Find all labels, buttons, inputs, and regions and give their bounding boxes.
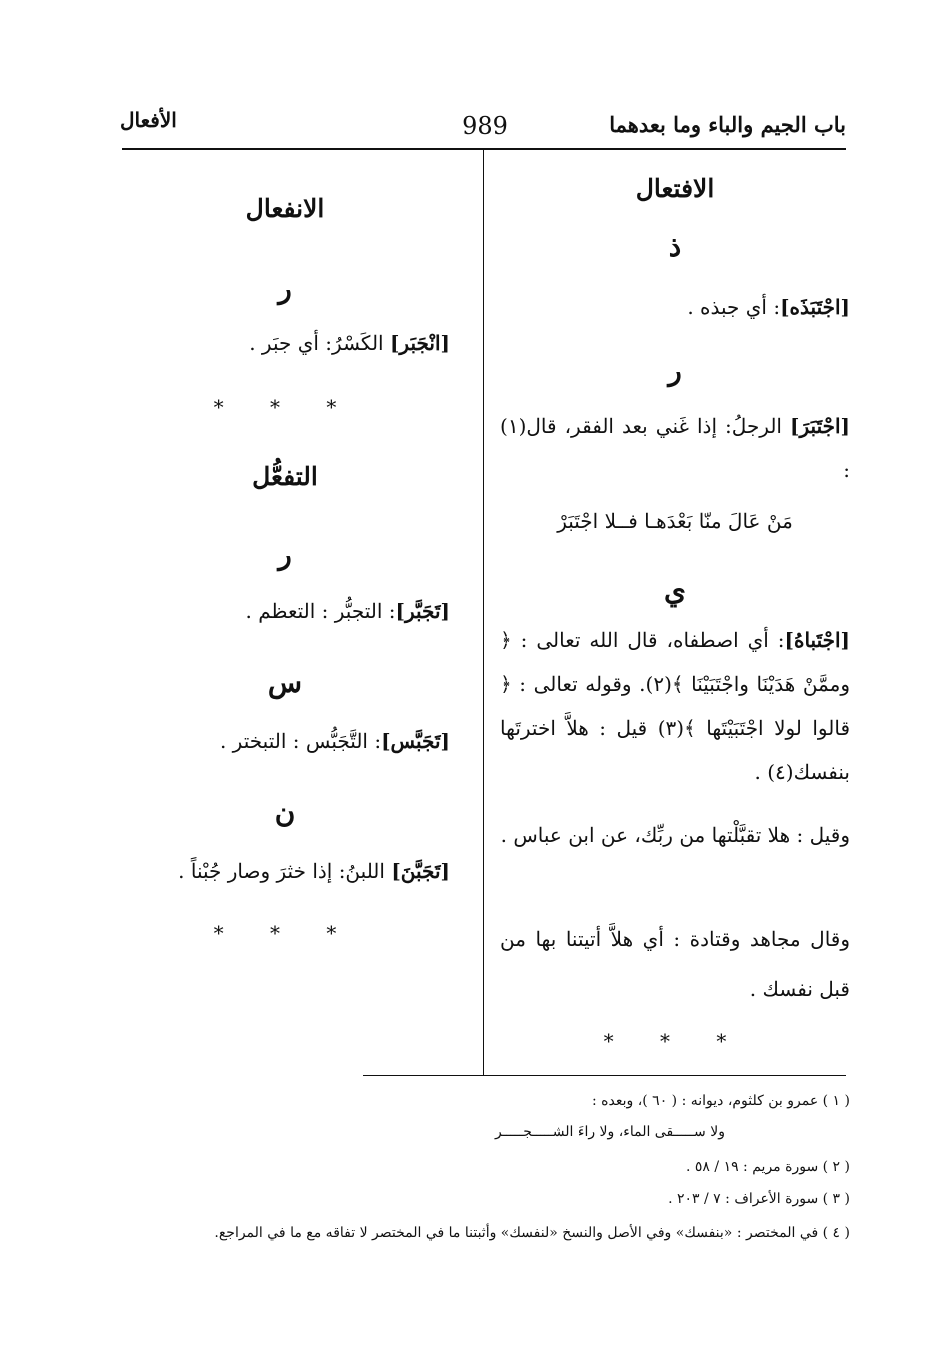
entry-headword: [اجْتَباهُ]: [784, 628, 850, 652]
entry-injabar: [120, 324, 450, 362]
running-head-chapter: باب الجيم والباء وما بعدهما: [609, 112, 846, 137]
entry-tajabbar: [120, 592, 450, 630]
section-title-infiaal: الانفعال: [245, 194, 325, 223]
paragraph-ibn-abbas: وقيل : هلا تقبَّلْتها من ربِّك، عن ابن عباس .: [500, 823, 850, 847]
entry-definition: : أي جبذه .: [687, 295, 781, 319]
poetry-verse: مَنْ عَالَ منّا بَعْدَهـا فــلا اجْتَبَرْ: [557, 509, 793, 533]
root-letter-sin: س: [267, 666, 303, 699]
footnote-3: ( ٣ ) سورة الأعراف : ٧ / ٢٠٣ .: [668, 1191, 850, 1207]
root-letter-ra: ر: [278, 538, 292, 571]
entry-headword: [اجْتَبَرَ]: [790, 414, 850, 438]
section-title-tafaul: التفعُّل: [252, 462, 318, 491]
entry-headword: [اجْتَبَذَه]: [780, 295, 850, 319]
footnote-1-verse: ولا ســـــقى الماء، ولا راءَ الشـــــجـــــر: [494, 1124, 725, 1140]
entry-ijtabadhah: [500, 288, 850, 326]
footnote-rule: [363, 1075, 846, 1076]
running-head-section: الأفعال: [120, 108, 177, 132]
page-number: 989: [462, 112, 508, 140]
entry-definition: الرجلُ: إذا غَني بعد الفقر، قال(١) :: [500, 414, 850, 482]
column-divider: [483, 150, 484, 1075]
root-letter-dhal: ذ: [668, 230, 682, 263]
footnote-4: ( ٤ ) في المختصر : «بنفسك» وفي الأصل والنسخ «لنفسك» وأثبتنا ما في المختصر لا تفاقه مع ما في المراجع.: [214, 1225, 850, 1241]
entry-headword: [تَجَبَّس]: [381, 729, 450, 753]
entry-definition: : التجبُّر : التعظم .: [245, 599, 396, 623]
section-title-iftiaal: الافتعال: [635, 174, 715, 203]
section-separator-stars: * * *: [213, 921, 357, 945]
entry-ijtabar: [500, 404, 850, 492]
root-letter-nun: ن: [274, 796, 296, 829]
section-separator-stars: * * *: [213, 395, 357, 419]
entry-definition: : التَّجَبُّس : التبختر .: [219, 729, 382, 753]
root-letter-ra: ر: [668, 354, 682, 387]
entry-headword: [تَجَبَّنَ]: [391, 859, 450, 883]
entry-definition: الكَسْرُ: أي جبَر .: [249, 331, 390, 355]
entry-tajabban: [120, 852, 450, 890]
footnote-2: ( ٢ ) سورة مريم : ١٩ / ٥٨ .: [685, 1159, 850, 1175]
paragraph-mujahid: وقال مجاهد وقتادة : أي هلاَّ أتيتنا بها من قبل نفسك .: [500, 927, 850, 1001]
root-letter-ya: ي: [664, 574, 686, 607]
entry-headword: [تَجَبَّر]: [395, 599, 450, 623]
section-separator-stars: * * *: [603, 1029, 747, 1053]
entry-ijtabahu: [500, 618, 850, 794]
root-letter-ra: ر: [278, 272, 292, 305]
entry-tajabbas: [120, 722, 450, 760]
entry-definition: : أي اصطفاه، قال الله تعالى : ﴿ وممَّنْ هَدَيْنَا واجْتَبَيْنَا ﴾(٢). وقوله تعالى : ﴿ قالوا لولا اجْتَبَيْتَها ﴾(٣) قيل : هلاَّ اخترتَها بنفسك(٤) .: [500, 628, 851, 784]
entry-headword: [انْجَبَر]: [389, 331, 450, 355]
header-rule: [122, 148, 846, 150]
footnote-1: ( ١ ) عمرو بن كلثوم، ديوانه : ( ٦٠ )، وبعده :: [592, 1093, 850, 1109]
entry-definition: اللبنُ: إذا خثرَ وصار جُبْناً .: [178, 859, 392, 883]
